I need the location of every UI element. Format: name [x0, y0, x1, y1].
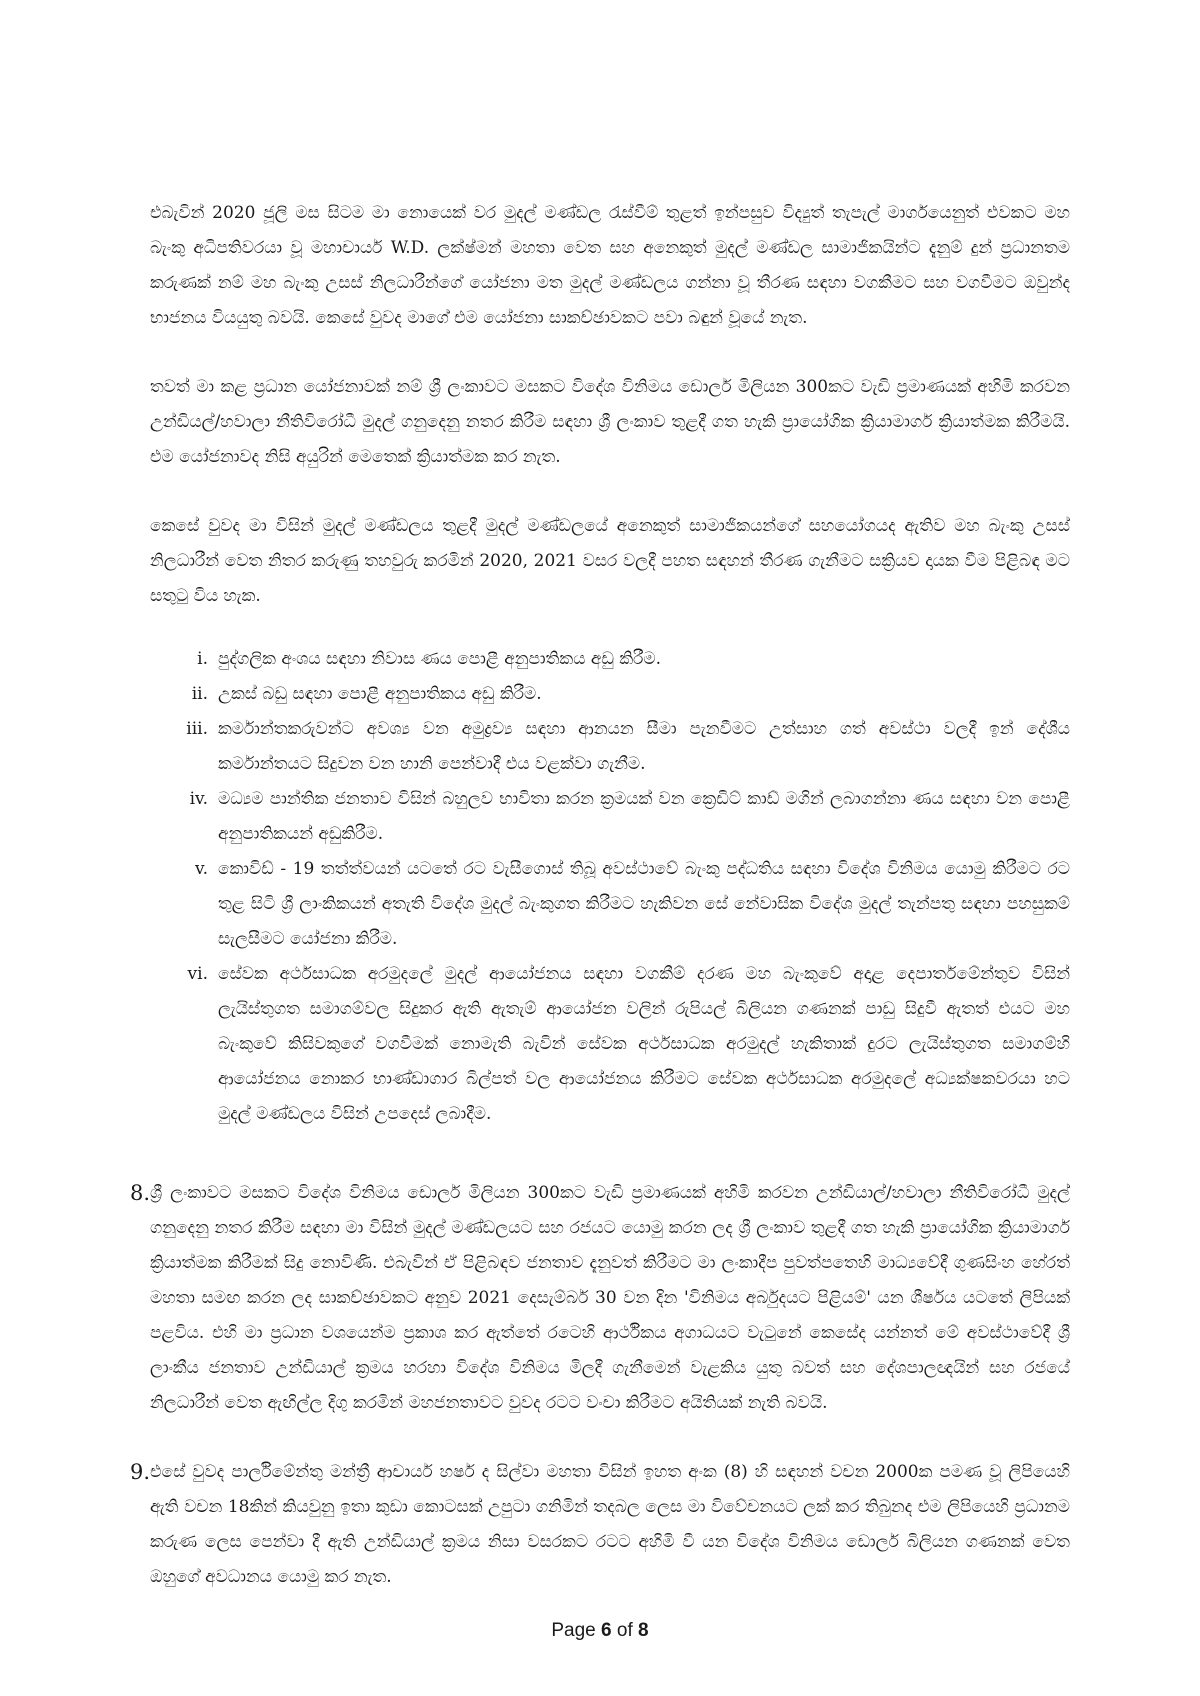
list-item-number: vi. [187, 964, 208, 984]
paragraph: තවත් මා කළ ප්‍රධාන යෝජනාවක් නම් ශ්‍රී ලංකාවට මසකට විදේශ විනිමය ඩොලර් මිලියන 300කට වැඩි ප්‍රමාණයක් අහිමි කරවන උන්ඩියල්/හවාලා නීතිවිරෝධී මුදල් ගනුදෙනු නතර කිරීම සඳහා ශ්‍රී ලංකාව තුළදී ගත හැකි ප්‍රායෝගික ක්‍රියාමාර්ග ක්‍රියාත්මක කිරීමයි. එම යෝජනාවද නිසි අයුරින් මෙතෙක් ක්‍රියාත්මක කර නැත. [150, 377, 1070, 467]
list-item-number: iv. [189, 789, 208, 809]
list-item-text: කර්මාන්තකරුවන්ට අවශ්‍ය වන අමුද්‍රව්‍ය සඳහා ආනයන සීමා පැනවීමට උත්සාහ ගත් අවස්ථා වලදී ඉන් දේශීය කර්මාන්තයට සිදුවන වන හානි පෙන්වාදී එය වළක්වා ගැනීම. [218, 719, 1070, 774]
section-text: එසේ වුවද පාර්ලිමේන්තු මන්ත්‍රී ආචාර්ය හර්ෂ ද සිල්වා මහතා විසින් ඉහත අංක (8) හි සඳහන් වචන 2000ක පමණ වූ ලිපියෙහි ඇති වචන 18කින් කියවුනු ඉතා කුඩා කොටසක් උපුටා ගනිමින් තදබල ලෙස මා විවේචනයට ලක් කර තිබුනද එම ලිපියෙහි ප්‍රධානම කරුණ ලෙස පෙන්වා දී ඇති උන්ඩියාල් ක්‍රමය නිසා වසරකට රටට අහිමි වී යන විදේශ විනිමය ඩොලර් බිලියන ගණනක් වෙත ඔහුගේ අවධානය යොමු කර නැත. [150, 1462, 1070, 1587]
page-word: Page [551, 1620, 596, 1641]
paragraph: එබැවින් 2020 ජූලි මස සිටම මා නොයෙක් වර මුදල් මණ්ඩල රැස්වීම් තුළත් ඉන්පසුව විද්‍යුත් තැපැල් මාර්ගයෙනුත් එවකට මහ බැංකු අධිපතිවරයා වූ මහාචාර්ය W.D. ලක්ෂ්මන් මහතා වෙත සහ අනෙකුත් මුදල් මණ්ඩල සාමාජිකයින්ට දැනුම් දුන් ප්‍රධානතම කරුණක් නම් මහ බැංකු උසස් නිලධාරීන්ගේ යෝජනා මත මුදල් මණ්ඩලය ගන්නා වූ තීරණ සඳහා වගකීමට සහ වගවීමට ඔවුන්ද භාජනය වියයුතු බවයි. කෙසේ වුවද මාගේ එම යෝජනා සාකච්ඡාවකට පවා බඳුන් වූයේ නැත. [150, 203, 1070, 328]
numbered-section [130, 1176, 1070, 1421]
document-body [130, 196, 1070, 1629]
section-number: 9. [130, 1460, 151, 1484]
list-item [150, 712, 1070, 782]
list-item-text: මධ්‍යම පාන්තික ජනතාව විසින් බහුලව භාවිතා කරන ක්‍රමයක් වන ක්‍රෙඩිට් කාඩ් මගින් ලබාගන්නා ණය සඳහා වන පොළී අනුපාතිකයන් අඩුකිරීම. [218, 789, 1070, 844]
numbered-section [130, 1455, 1070, 1595]
list-item-number: iii. [186, 719, 208, 739]
section-number: 8. [130, 1181, 151, 1205]
list-item [150, 677, 1070, 712]
list-item [150, 782, 1070, 852]
list-item-text: සේවක අර්ථසාධක අරමුදලේ මුදල් ආයෝජනය සඳහා වගකීම් දරණ මහ බැංකුවේ අදාළ දෙපාර්තමේන්තුව විසින් ලැයිස්තුගත සමාගම්වල සිදුකර ඇති ඇතැම් ආයෝජන වලින් රුපියල් බිලියන ගණනක් පාඩු සිදුවී ඇතත් එයට මහ බැංකුවේ කිසිවකුගේ වගවීමක් නොමැති බැවින් සේවක අර්ථසාධක අරමුදල් හැකිතාක් දුරට ලැයිස්තුගත සමාගම්හි ආයෝජනය නොකර භාණ්ඩාගාර බිල්පත් වල ආයෝජනය කිරීමට සේවක අර්ථසාධක අරමුදලේ අධ්‍යක්ෂකවරයා හට මුදල් මණ්ඩලය විසින් උපදෙස් ලබාදීම. [218, 964, 1070, 1124]
list-item [150, 957, 1070, 1132]
decisions-list [150, 642, 1070, 1132]
current-page-number: 6 [601, 1620, 612, 1641]
list-item-text: පුද්ගලික අංශය සඳහා නිවාස ණය පොළී අනුපාතිකය අඩු කිරීම. [218, 649, 662, 669]
list-item [150, 852, 1070, 957]
total-pages-number: 8 [638, 1620, 649, 1641]
paragraph: කෙසේ වුවද මා විසින් මුදල් මණ්ඩලය තුළදී මුදල් මණ්ඩලයේ අනෙකුත් සාමාජිකයන්ගේ සහයෝගයද ඇතිව මහ බැංකු උසස් නිලධාරීන් වෙත නිතර කරුණු තහවුරු කරමින් 2020, 2021 වසර වලදී පහත සඳහන් තීරණ ගැනීමට සක්‍රියව දායක වීම පිළිබඳ මට සතුටු විය හැක. [150, 516, 1070, 606]
of-word: of [616, 1620, 633, 1641]
list-item [150, 642, 1070, 677]
section-text: ශ්‍රී ලංකාවට මසකට විදේශ විනිමය ඩොලර් මිලියන 300කට වැඩි ප්‍රමාණයක් අහිමි කරවන උන්ඩියාල්/හවාලා නීතිවිරෝධී මුදල් ගනුදෙනු නතර කිරීම සඳහා මා විසින් මුදල් මණ්ඩලයට සහ රජයට යොමු කරන ලද ශ්‍රී ලංකාව තුළදී ගත හැකි ප්‍රායෝගික ක්‍රියාමාර්ග ක්‍රියාත්මක කිරීමක් සිදු නොවිණි. එබැවින් ඒ පිළිබඳව ජනතාව දැනුවත් කිරීමට මා ලංකාදීප පුවත්පතෙහි මාධ්‍යවේදී ගුණසිංහ හේරත් මහතා සමඟ කරන ලද සාකච්ඡාවකට අනුව 2021 දෙසැම්බර් 30 වන දින 'විනිමය අර්බුදයට පිළියම්' යන ශීර්ෂය යටතේ ලිපියක් පළවිය. එහි මා ප්‍රධාන වශයෙන්ම ප්‍රකාශ කර ඇත්තේ රටෙහි ආර්ථිකය අගාධයට වැටුනේ කෙසේද යන්නත් මේ අවස්ථාවේදී ශ්‍රී ලාංකීය ජනතාව උන්ඩියාල් ක්‍රමය හරහා විදේශ විනිමය මිලදී ගැනීමෙන් වැළකිය යුතු බවත් සහ දේශපාලඥයින් සහ රජයේ නිලධාරීන් වෙත ඇඟිල්ල දිගු කරමින් මහජනතාවට වුවද රටට වංචා කිරීමට අයිතියක් නැති බවයි. [150, 1183, 1070, 1413]
page-footer [0, 1620, 1200, 1642]
list-item-number: v. [195, 859, 208, 879]
list-item-text: උකස් බඩු සඳහා පොළී අනුපාතිකය අඩු කිරීම. [218, 684, 542, 704]
list-item-number: ii. [191, 684, 208, 704]
list-item-number: i. [197, 649, 208, 669]
list-item-text: කොවිඩ් - 19 තත්ත්වයන් යටතේ රට වැසීගොස් තිබූ අවස්ථාවේ බැංකු පද්ධතිය සඳහා විදේශ විනිමය යොමු කිරීමට රට තුළ සිටි ශ්‍රී ලාංකිකයන් අතැති විදේශ මුදල් බැංකුගත කිරීමට හැකිවන සේ නේවාසික විදේශ මුදල් තැන්පතු සඳහා පහසුකම් සැලසීමට යෝජනා කිරීම. [218, 859, 1070, 949]
